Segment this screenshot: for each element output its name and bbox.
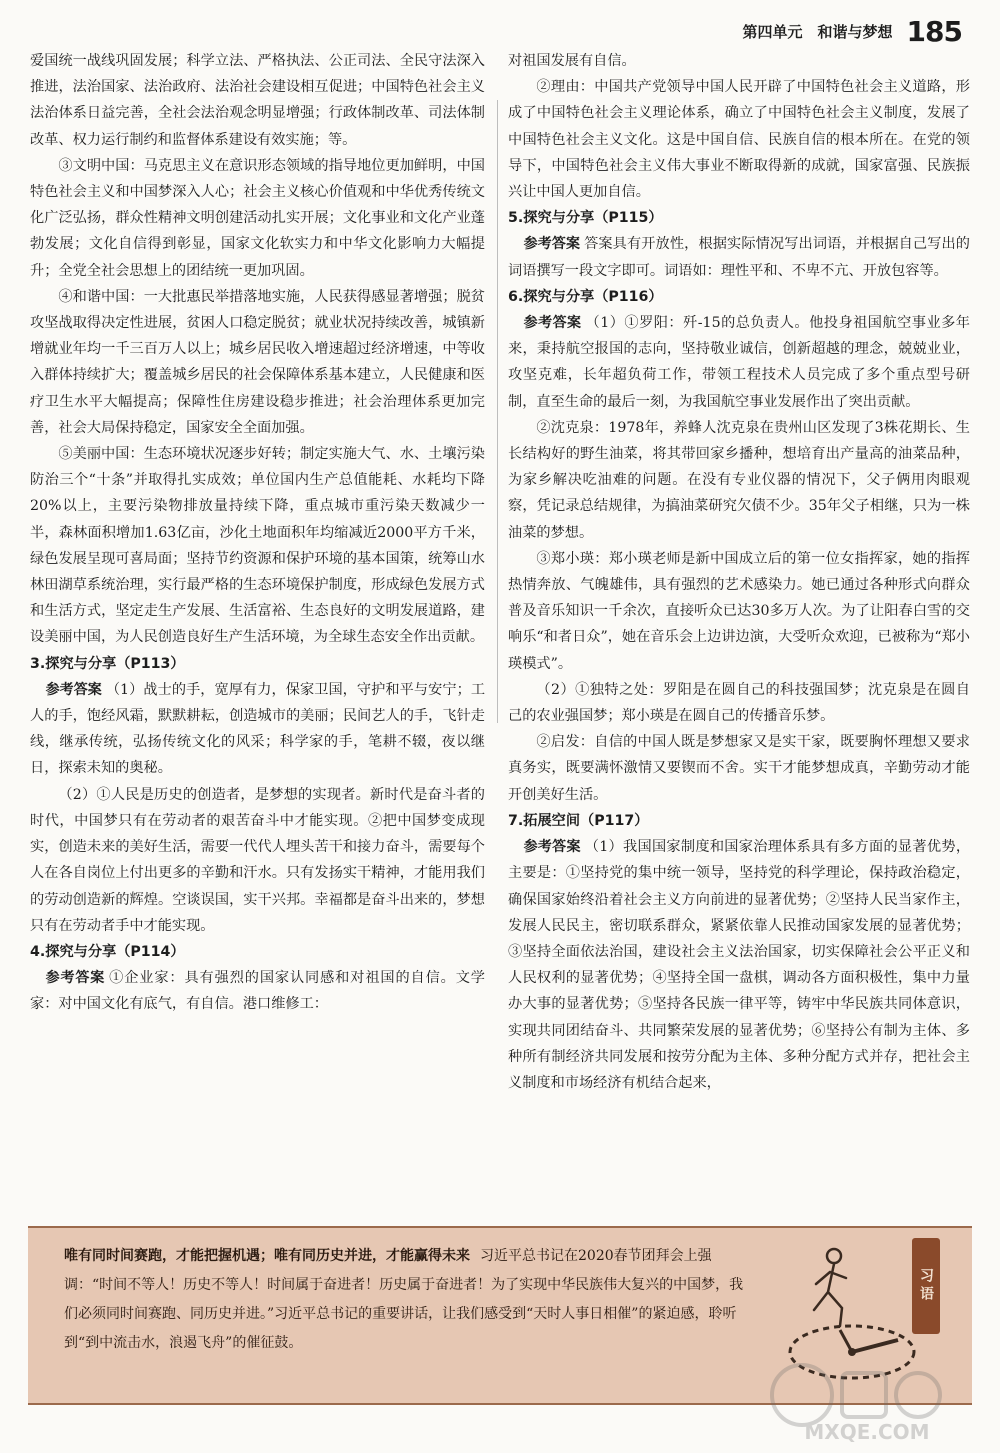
paragraph: ④和谐中国：一大批惠民举措落地实施，人民获得感显著增强；脱贫攻坚战取得决定性进展，贫困人口稳定脱贫；就业状况持续改善，城镇新增就业年均一千三百万人以上；城乡居民收入增速超过经济增速，中等收入群体持续扩大；覆盖城乡居民的社会保障体系基本建立，人民健康和医疗卫生水平大幅提高；保障性住房建设稳步推进；社会治理体系更加完善，社会大局保持稳定，国家安全全面加强。: [30, 288, 485, 436]
paragraph: ③文明中国：马克思主义在意识形态领域的指导地位更加鲜明，中国特色社会主义和中国梦深入人心；社会主义核心价值观和中华优秀传统文化广泛弘扬，群众性精神文明创建活动扎实开展；文化事业和文化产业蓬勃发展；文化自信得到彰显，国家文化软实力和中华文化影响力大幅提升；全党全社会思想上的团结统一更加巩固。: [30, 157, 485, 279]
paragraph: （2）①独特之处：罗阳是在圆自己的科技强国梦；沈克泉是在圆自己的农业强国梦；郑小瑛是在圆自己的传播音乐梦。: [508, 681, 970, 725]
banner-quote: 唯有同时间赛跑，才能把握机遇；唯有同历史并进，才能赢得未来: [64, 1248, 470, 1264]
answer-text: （1）①罗阳：歼-15的总负责人。他投身祖国航空事业多年来，秉持航空报国的志向，坚持敬业诚信，创新超越的理念，兢兢业业，攻坚克难，长年超负荷工作，带领工程技术人员完成了多个重点型号研制，直至生命的最后一刻，为我国航空事业发展作出了突出贡献。: [508, 315, 970, 410]
answer-label: 参考答案: [45, 681, 102, 698]
paragraph: ③郑小瑛：郑小瑛老师是新中国成立后的第一位女指挥家，她的指挥热情奔放、气魄雄伟，具有强烈的艺术感染力。她已通过各种形式向群众普及音乐知识一千余次，直接听众已达30多万人次。为了让阳春白雪的交响乐“和者日众”，她在音乐会上边讲边演，大受听众欢迎，已被称为“郑小瑛模式”。: [508, 550, 970, 672]
paragraph: ②启发：自信的中国人既是梦想家又是实干家，既要胸怀理想又要求真务实，既要满怀激情又要锲而不舍。实干才能梦想成真，辛勤劳动才能开创美好生活。: [508, 734, 970, 803]
answer-text: （1）战士的手，宽厚有力，保家卫国，守护和平与安宁；工人的手，饱经风霜，默默耕耘，创造城市的美丽；民间艺人的手，飞针走线，继承传统，弘扬传统文化的风采；科学家的手，笔耕不辍，夜以继日，探索未知的奥秘。: [30, 681, 486, 777]
banner-text: [64, 1242, 754, 1358]
section-heading: 7.拓展空间（P117）: [508, 812, 649, 829]
answer-label: 参考答案: [523, 839, 581, 856]
section-heading: 3.探究与分享（P113）: [30, 655, 185, 672]
right-column: [508, 48, 970, 1096]
answer-text: （1）我国国家制度和国家治理体系具有多方面的显著优势，主要是：①坚持党的集中统一领导，坚持党的科学理论，保持政治稳定，确保国家始终沿着社会主义方向前进的显著优势；②坚持人民当家作主，发展人民民主，密切联系群众，紧紧依靠人民推动国家发展的显著优势；③坚持全面依法治国，建设社会主义法治国家，切实保障社会公平正义和人民权利的显著优势；④坚持全国一盘棋，调动各方面积极性，集中力量办大事的显著优势；⑤坚持各民族一律平等，铸牢中华民族共同体意识，实现共同团结奋斗、共同繁荣发展的显著优势；⑥坚持公有制为主体、多种所有制经济共同发展和按劳分配为主体、多种分配方式并存，把社会主义制度和市场经济有机结合起来，: [508, 839, 971, 1091]
paragraph: ⑤美丽中国：生态环境状况逐步好转；制定实施大气、水、土壤污染防治三个“十条”并取得扎实成效；单位国内生产总值能耗、水耗均下降20%以上，主要污染物排放量持续下降，重点城市重污染天数减少一半，森林面积增加1.63亿亩，沙化土地面积年均缩减近2000平方千米，绿色发展呈现可喜局面；坚持节约资源和保护环境的基本国策，统筹山水林田湖草系统治理，实行最严格的生态环境保护制度，形成绿色发展方式和生活方式，坚定走生产发展、生活富裕、生态良好的文明发展道路，建设美丽中国，为人民创造良好生产生活环境，为全球生态安全作出贡献。: [30, 446, 485, 646]
answer-label: 参考答案: [45, 970, 106, 987]
banner-tag: 习语: [912, 1238, 940, 1334]
paragraph: （2）①人民是历史的创造者，是梦想的实现者。新时代是奋斗者的时代，中国梦只有在劳动者的艰苦奋斗中才能实现。②把中国梦变成现实，创造未来的美好生活，需要一代代人埋头苦干和接力奋斗，需要每个人在各自岗位上付出更多的辛勤和汗水。只有发扬实干精神，才能用我们的劳动创造新的辉煌。空谈误国，实干兴邦。幸福都是奋斗出来的，梦想只有在劳动者手中才能实现。: [30, 786, 485, 934]
paragraph: ②沈克泉：1978年，养蜂人沈克泉在贵州山区发现了3株花期长、生长结构好的野生油菜，将其带回家乡播种，想培育出产量高的油菜品种，为家乡解决吃油难的问题。在没有专业仪器的情况下，父子俩用肉眼观察，凭记录总结规律，为搞油菜研究欠债不少。35年父子相继，只为一株油菜的梦想。: [508, 419, 970, 541]
paragraph: 对祖国发展有自信。: [508, 53, 636, 69]
answer-paragraph: [30, 677, 485, 782]
answer-paragraph: [508, 231, 970, 283]
banner-body: 习近平总书记在2020春节团拜会上强调：“时间不等人！历史不等人！时间属于奋进者！历史属于奋进者！为了实现中华民族伟大复兴的中国梦，我们必须同时间赛跑、同历史并进。”习近平总书记的重要讲话，让我们感受到“天时人事日相催”的紧迫感，聆听到“到中流击水，浪遏飞舟”的催征鼓。: [64, 1248, 744, 1351]
section-heading: 6.探究与分享（P116）: [508, 288, 663, 305]
answer-paragraph: [30, 965, 485, 1017]
answer-paragraph: [508, 310, 970, 415]
paragraph: 爱国统一战线巩固发展；科学立法、严格执法、公正司法、全民守法深入推进，法治国家、法治政府、法治社会建设相互促进；中国特色社会主义法治体系日益完善，全社会法治观念明显增强；行政体制改革、司法体制改革、权力运行制约和监督体系建设有效实施；等。: [30, 53, 485, 148]
answer-label: 参考答案: [523, 236, 581, 253]
answer-text: ①企业家：具有强烈的国家认同感和对祖国的自信。文学家：对中国文化有底气，有自信。港口维修工：: [30, 970, 485, 1013]
watermark-text: MXQE.COM: [804, 1420, 930, 1444]
left-column: [30, 48, 485, 1018]
page-header: [743, 14, 962, 48]
section-heading: 5.探究与分享（P115）: [508, 210, 663, 227]
answer-paragraph: [508, 834, 970, 1096]
column-divider: [497, 100, 498, 723]
answer-text: 答案具有开放性，根据实际情况写出词语，并根据自己写出的词语撰写一段文字即可。词语如：理性平和、不卑不亢、开放包容等。: [508, 236, 970, 279]
unit-title: 第四单元 和谐与梦想: [742, 22, 893, 41]
section-heading: 4.探究与分享（P114）: [30, 943, 185, 960]
paragraph: ②理由：中国共产党领导中国人民开辟了中国特色社会主义道路，形成了中国特色社会主义理论体系，确立了中国特色社会主义制度，发展了中国特色社会主义文化。这是中国自信、民族自信的根本所在。在党的领导下，中国特色社会主义伟大事业不断取得新的成就，国家富强、民族振兴让中国人更加自信。: [508, 79, 970, 201]
page-number: 185: [906, 14, 962, 48]
answer-label: 参考答案: [523, 315, 582, 332]
site-watermark-icon: [762, 1355, 972, 1445]
